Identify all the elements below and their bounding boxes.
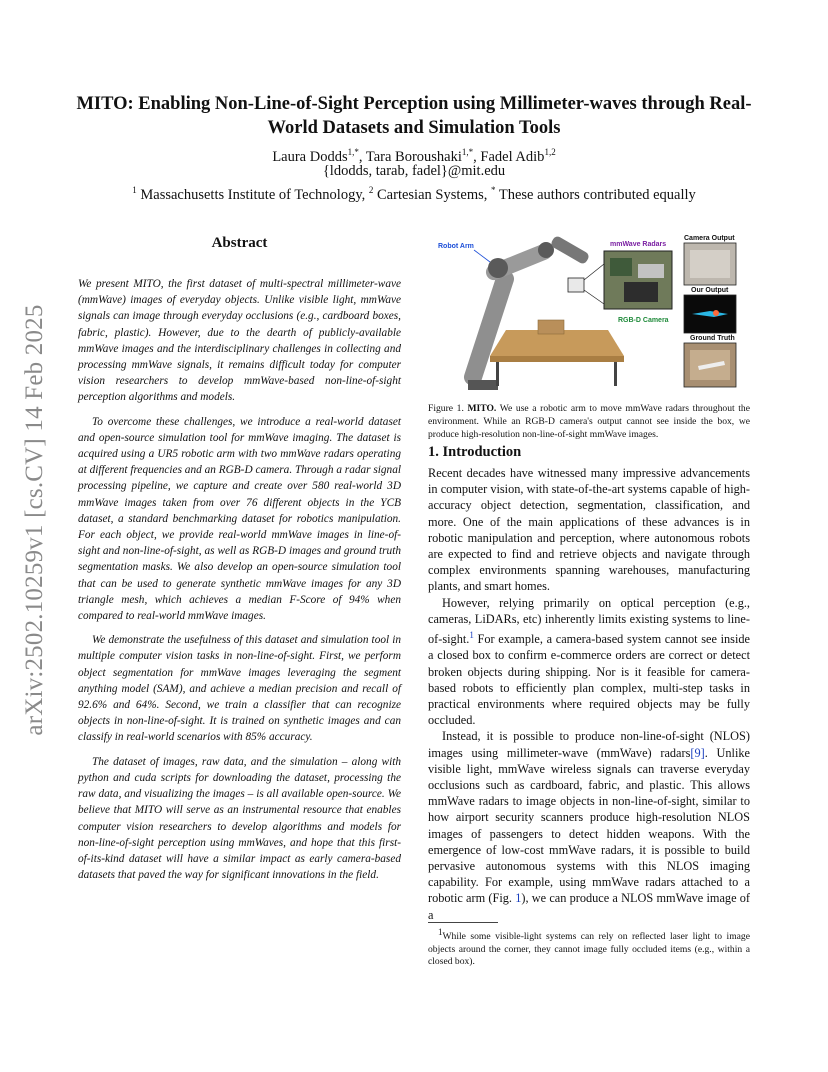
affil-text: These authors contributed equally xyxy=(495,186,696,203)
affil-mark: 2 xyxy=(368,185,374,195)
label-robot-arm: Robot Arm xyxy=(438,243,474,250)
author-affil-mark: 1,* xyxy=(461,147,474,157)
section-heading-introduction: 1. Introduction xyxy=(428,444,522,460)
author-affil-mark: 1,* xyxy=(347,147,359,157)
introduction-body xyxy=(428,465,750,923)
footnote-ref-link[interactable]: 1 xyxy=(469,630,474,641)
footnote-mark: 1 xyxy=(438,927,443,937)
affil-mark: 1 xyxy=(132,185,137,195)
intro-paragraph xyxy=(428,595,750,729)
footnote xyxy=(428,926,750,969)
figure-1-illustration xyxy=(428,234,742,392)
affiliations xyxy=(70,180,758,205)
arxiv-identifier-text: arXiv:2502.10259v1 [cs.CV] 14 Feb 2025 xyxy=(21,304,48,736)
figure-ref-link[interactable]: 1 xyxy=(515,891,522,906)
intro-text: ), we can produce a NLOS mmWave image of a xyxy=(428,891,750,922)
label-our-output: Our Output xyxy=(691,287,729,294)
intro-text: For example, a camera-based system cannot see inside a closed box to confirm e-commerce orders are correct or detect broken objects during shipping. Nor is it feasible for camera-based robots to efficiently plan complex, multi-step tasks in practical environments where required objects may be fully occluded. xyxy=(428,632,750,728)
author-list: Laura Dodds$^{1,*}$, Tara Boroushaki$^{1,*}$, Fadel Adib$^{1,2}$ xyxy=(272,147,556,165)
paper-title: MITO: Enabling Non-Line-of-Sight Perception using Millimeter-waves through Real-World Datasets and Simulation Tools xyxy=(76,94,752,138)
footnote-rule xyxy=(428,922,498,923)
label-camera-output: Camera Output xyxy=(684,235,735,242)
citation-link[interactable]: [9] xyxy=(690,745,705,760)
label-rgbd-camera: RGB-D Camera xyxy=(618,317,669,324)
abstract-heading: Abstract xyxy=(211,235,268,251)
caption-bold: MITO. xyxy=(467,403,497,414)
intro-text: However, relying primarily on optical perception (e.g., cameras, LiDARs, etc) inherently limits existing systems to line-of-sight. xyxy=(428,595,750,647)
footnote-text: While some visible-light systems can rely on reflected laser light to image objects around the corner, they cannot image fully occluded items (e.g., within a closed box). xyxy=(428,931,750,968)
figure-1-caption xyxy=(428,402,750,441)
caption-label: Figure 1. xyxy=(428,403,464,414)
author-affil-mark: 1,2 xyxy=(544,147,556,157)
abstract-paragraph: We present MITO, the first dataset of multi-spectral millimeter-wave (mmWave) images of everyday objects. Unlike visible light, mmWave signals can image through everyday occlusions (e.g., cardboard boxes, fabric, plastic). However, due to the dearth of publicly-available mmWave images and the interdisciplinary challenges in collecting and processing mmWave signals, it remains difficult today for computer vision researchers to develop mmWave-based non-line-of-sight perception algorithms and models. xyxy=(78,278,401,404)
label-mmwave-radars: mmWave Radars xyxy=(610,241,667,248)
author-emails: {ldodds, tarab, fadel}@mit.edu xyxy=(322,163,506,179)
abstract-paragraph: To overcome these challenges, we introduce a real-world dataset and open-source simulation tool for mmWave imaging. The dataset is acquired using a UR5 robotic arm with two mmWave radars operating at different frequencies and an RGB-D camera. Through a radar signal processing pipeline, we capture and create over 580 real-world 3D mmWave images taken from over 76 different objects in the YCB dataset, a standard benchmarking dataset for robotics manipulation. For each object, we provide real-world mmWave images in line-of-sight and non-line-of-sight, as well as RGB-D images and ground truth segmentation masks. We also develop an open-source simulation tool that can be used to generate synthetic mmWave images for any 3D triangle mesh, which achieves a median F-Score of 94% when compared to real-world mmWave images. xyxy=(78,415,401,623)
author-name: Fadel Adib xyxy=(480,148,545,165)
affil-text: Cartesian Systems, xyxy=(373,186,491,203)
label-ground-truth: Ground Truth xyxy=(690,335,735,342)
abstract-paragraph: We demonstrate the usefulness of this dataset and simulation tool in multiple computer vision tasks in non-line-of-sight. First, we perform object segmentation for mmWave images leveraging the segment anything model (SAM), and achieve a median precision and recall of 92.6% and 64%. Second, we train a classifier that can recognize objects in non-line-of-sight. It is trained on synthetic images and can classify in real-world scenarios with 85% accuracy. xyxy=(78,634,401,744)
intro-text: . Unlike visible light, mmWave wireless signals can traverse everyday occlusions such as cardboard, fabric, and plastic. This allows mmWave radars to image objects in non-line-of-sight, similar to how airport security scanners produce high-resolution NLOS images of passengers to detect hidden weapons. With the emergence of low-cost mmWave radars, it is possible to build pervasive autonomous systems with this NLOS imaging capability. For example, using mmWave radars attached to a robotic arm (Fig. xyxy=(428,745,750,906)
abstract-paragraph: The dataset of images, raw data, and the simulation – along with python and cuda scripts for downloading the dataset, processing the raw data, and visualizing the images – is all available open-source. We believe that MITO will serve as an instrumental resource that enables computer vision researchers to develop algorithms and models for non-line-of-sight perception using mmWaves, and hope that this first-of-its-kind dataset will have a similar impact as early camera-based datasets that paved the way for significant innovations in the field. xyxy=(78,755,401,882)
intro-paragraph xyxy=(428,728,750,922)
intro-paragraph: Recent decades have witnessed many impressive advancements in computer vision, with state-of-the-art systems capable of high-accuracy object detection, segmentation, classification, and more. One of the main applications of these advances is in robotic manipulation and perception, where autonomous robots are expected to find and retrieve objects and navigate through complex environments spanning warehouses, manufacturing plants, and smart homes. xyxy=(428,466,750,594)
author-name: Laura Dodds xyxy=(272,148,348,165)
affil-text: Massachusetts Institute of Technology, xyxy=(136,186,369,203)
arxiv-identifier xyxy=(12,285,58,755)
author-name: Tara Boroushaki xyxy=(365,148,462,165)
intro-text: Instead, it is possible to produce non-line-of-sight (NLOS) images using millimeter-wave (mmWave) radars xyxy=(428,729,750,760)
affil-mark: * xyxy=(491,185,496,195)
caption-text: We use a robotic arm to move mmWave radars throughout the environment. While an RGB-D camera's output cannot see inside the box, we produce high-resolution non-line-of-sight mmWave images. xyxy=(428,403,750,440)
abstract-body xyxy=(78,276,401,891)
output-panels xyxy=(684,235,736,387)
